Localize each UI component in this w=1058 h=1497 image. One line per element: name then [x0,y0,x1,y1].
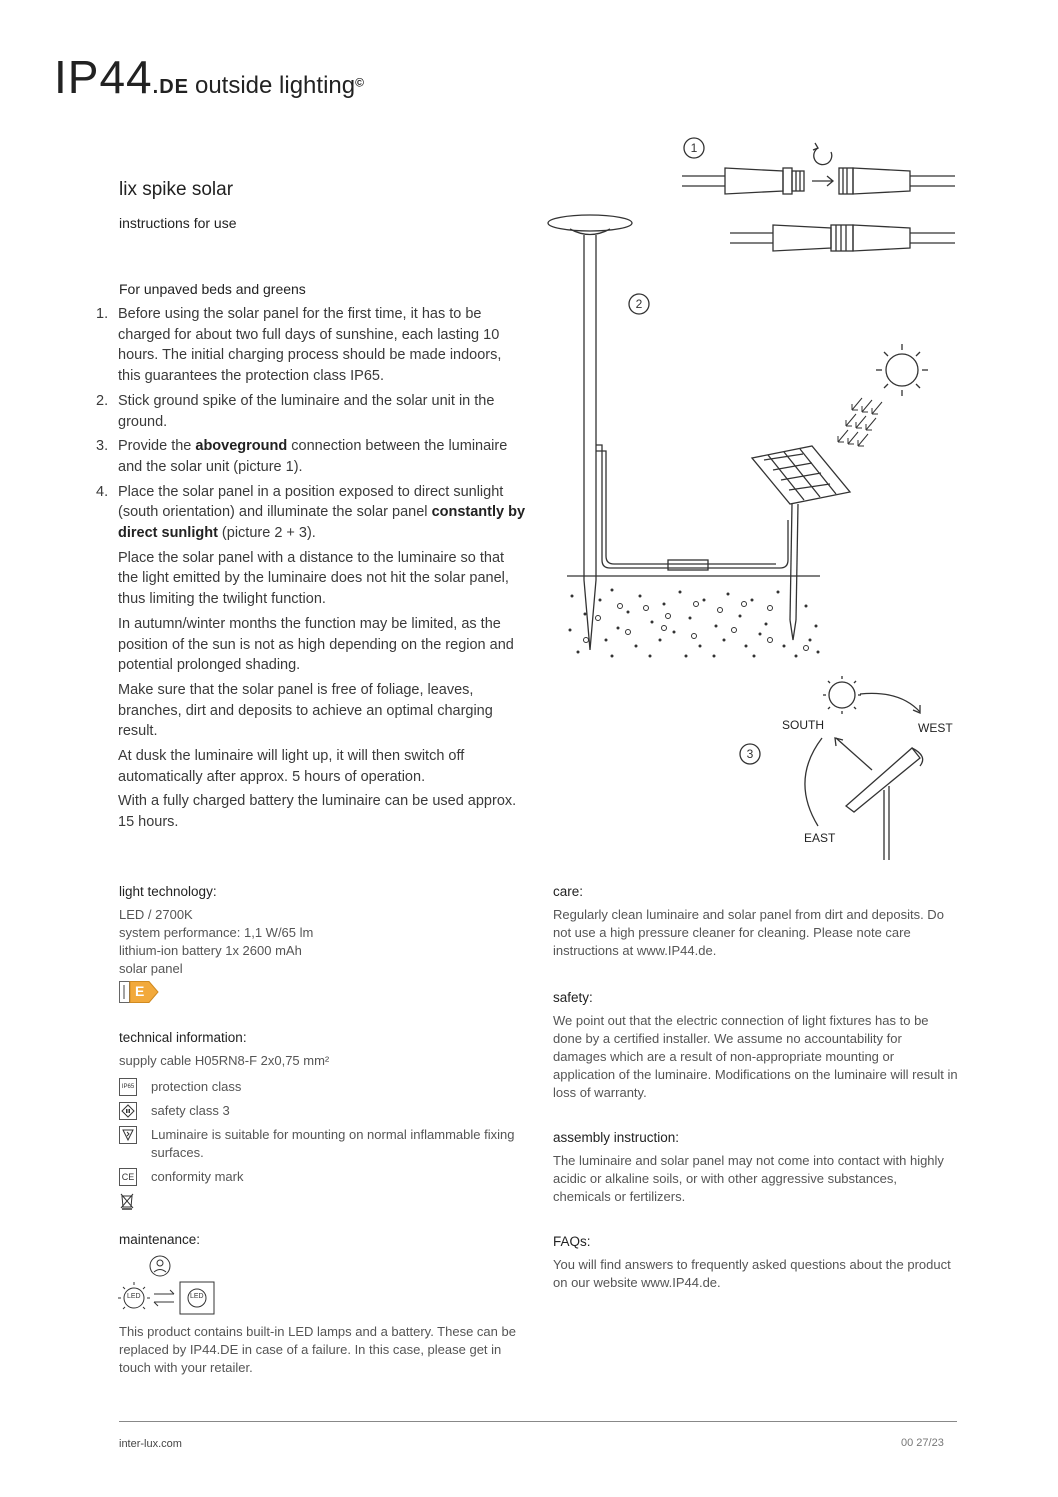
item-number: 4. [96,483,109,500]
spec-line: lithium-ion battery 1x 2600 mAh [119,943,302,958]
soil-dots [569,589,820,658]
technical-heading: technical information: [119,1030,247,1045]
safety-label: safety class 3 [151,1103,230,1118]
brand-subtitle: outside lighting [194,72,356,99]
mount-label: Luminaire is suitable for mounting on normal inflammable fixing surfaces. [151,1127,515,1160]
list-item [119,1102,524,1120]
list-item [96,304,526,387]
led-text-right: LED [190,1293,204,1300]
direction-east: EAST [804,831,836,845]
safety-text: We point out that the electric connection of light fixtures has to be done by a certified installer. We assume no accountability for damages which are a result of non-appropriate mounting or application of the luminaire. Modifications on the luminaire will result in loss of warranty. [553,1013,958,1100]
item-text: (picture 2 + 3). [217,525,316,542]
sunlight-arrows [838,398,882,446]
spec-line: system performance: 1,1 W/65 lm [119,925,314,940]
safety-class-3-icon [119,1102,137,1120]
sun-icon [876,344,928,396]
assembly-text: The luminaire and solar panel may not come into contact with highly acidic or alkaline soils, or with other aggressive substances, chemicals or fertilizers. [553,1153,944,1204]
maintenance-text: This product contains built-in LED lamps and a battery. These can be replaced by IP44.DE in case of a failure. In this case, please get in touch with your retailer. [119,1324,516,1375]
spec-line: solar panel [119,961,183,976]
picture-2-label: 2 [635,297,643,311]
luminaire-illustration [548,215,788,650]
ce-icon: CE [119,1168,137,1186]
item-text: Before using the solar panel for the first time, it has to be charged for about two full days of sunshine, each lasting 10 hours. The initial charging process should be made indoors, this guarantees the protection class IP65. [118,306,502,385]
faqs-heading: FAQs: [553,1234,591,1249]
installation-diagram [540,130,970,870]
list-item [119,1126,524,1162]
picture-1-label: 1 [690,141,698,155]
paragraph: Place the solar panel with a distance to the luminaire so that the light emitted by the luminaire does not hit the solar panel, thus limiting the twilight function. [118,549,509,608]
light-technology-heading: light technology: [119,884,217,899]
product-title: lix spike solar [119,179,234,200]
item-text: Provide the [118,438,196,455]
instructions-list [96,304,526,837]
picture-3-label: 3 [746,747,754,761]
footer-website: inter-lux.com [119,1438,182,1450]
light-technology-list [119,906,519,978]
item-text: connection between the luminaire and the solar unit (picture 1). [118,438,508,475]
energy-class: E [135,983,145,999]
flammable-surface-icon [119,1126,137,1144]
led-replace-icon [112,1252,222,1318]
list-item [119,1078,524,1096]
brand-logo [54,50,364,104]
ip65-icon: IP65 [119,1078,137,1096]
item-text: Stick ground spike of the luminaire and the solar unit in the ground. [118,392,495,430]
item-emphasis: aboveground [195,438,288,455]
item-text: Place the solar panel in a position exposed to direct sunlight (south orientation) and illuminate the solar panel [118,483,504,521]
spec-line: LED / 2700K [119,907,193,922]
weee-icon [119,1192,524,1215]
led-text-left: LED [127,1293,141,1300]
technical-list [119,1052,524,1215]
safety-heading: safety: [553,990,593,1005]
direction-south: SOUTH [782,718,824,732]
maintenance-heading: maintenance: [119,1232,201,1247]
list-item [96,482,526,544]
direction-west: WEST [918,721,953,735]
brand-main: IP44 [54,51,153,103]
list-item [119,1168,524,1186]
paragraph: At dusk the luminaire will light up, it will then switch off automatically after approx. 5 hours of operation. [118,748,465,785]
list-item [96,436,526,477]
item-number: 1. [96,306,109,322]
ip-label: protection class [151,1079,242,1094]
care-heading: care: [553,884,584,899]
assembly-heading: assembly instruction: [553,1130,680,1145]
paragraph: With a fully charged battery the luminaire can be used approx. 15 hours. [118,793,517,831]
brand-de: .DE [152,76,189,98]
connector-open-illustration [682,143,955,194]
paragraph: Make sure that the solar panel is free of foliage, leaves, branches, dirt and deposits to achieve an optimal charging result. [118,681,493,740]
connector-closed-illustration [730,225,955,251]
care-text: Regularly clean luminaire and solar panel from dirt and deposits. Do not use a high pressure cleaner for cleaning. Please note care instructions at www.IP44.de. [553,907,944,958]
item-number: 3. [96,438,109,455]
item-emphasis: constantly by direct sunlight [118,504,526,542]
faqs-text: You will find answers to frequently asked questions about the product on our website www.IP44.de. [553,1257,951,1290]
section-heading: For unpaved beds and greens [119,281,306,297]
footer-divider [119,1421,957,1422]
ce-label: conformity mark [151,1169,244,1184]
brand-copyright: © [355,75,364,90]
supply-cable: supply cable H05RN8-F 2x0,75 mm² [119,1053,330,1068]
document-subtitle: instructions for use [119,215,237,231]
solar-panel-illustration [752,446,850,640]
energy-label-icon [119,981,159,1003]
footer-code: 00 27/23 [901,1437,944,1449]
list-item [96,391,526,432]
item-number: 2. [96,392,109,409]
paragraph: In autumn/winter months the function may be limited, as the position of the sun is not as high depending on the region and potential prolonged shading. [118,615,514,674]
